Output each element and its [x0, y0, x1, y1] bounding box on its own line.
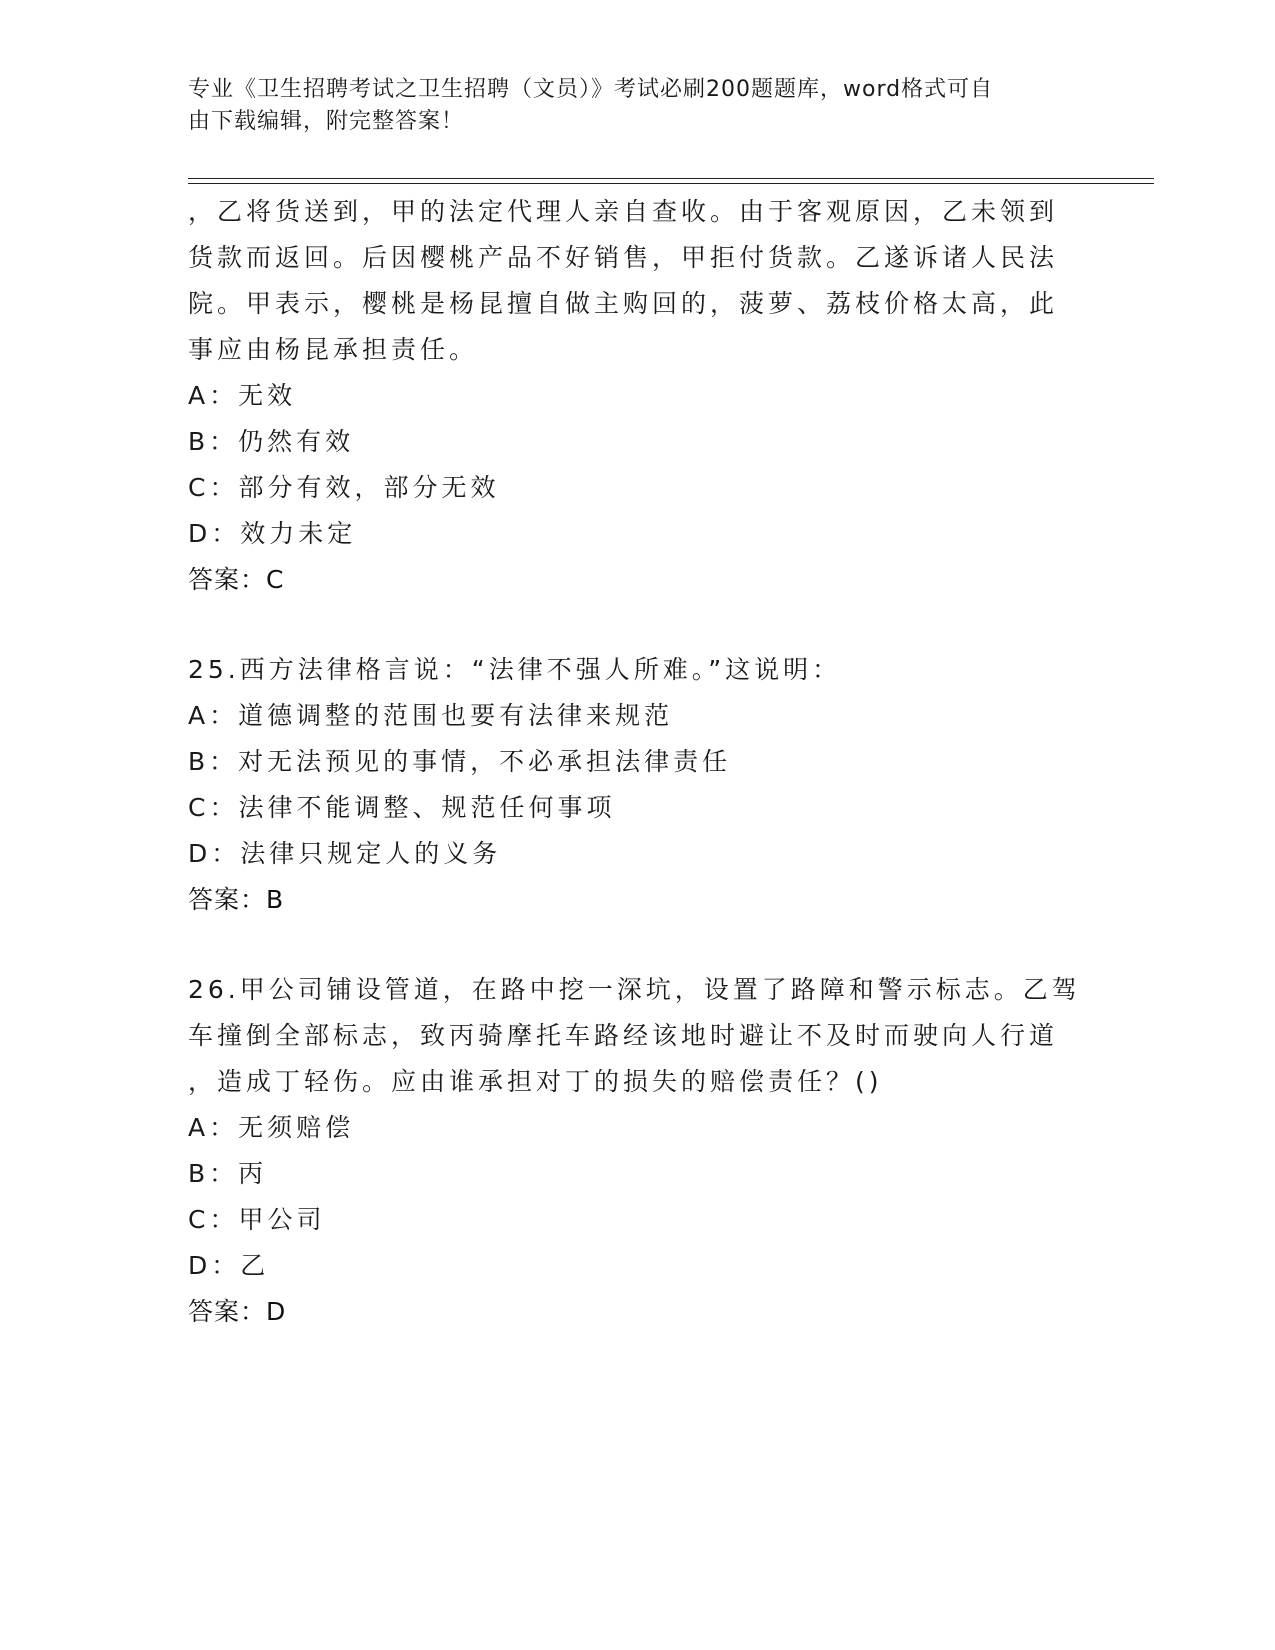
option-b: B：对无法预见的事情，不必承担法律责任 [188, 747, 732, 776]
question-stem-line: 货款而返回。后因樱桃产品不好销售，甲拒付货款。乙遂诉诸人民法 [188, 243, 1059, 272]
question-26 [188, 967, 1088, 1335]
question-stem-line: 25.西方法律格言说：“法律不强人所难。”这说明： [188, 655, 842, 684]
question-24 [188, 189, 1088, 603]
option-b: B：仍然有效 [188, 427, 355, 456]
header-line-1: 专业《卫生招聘考试之卫生招聘（文员）》考试必刷200题题库，word格式可自 [188, 77, 994, 102]
question-stem-line: 院。甲表示，樱桃是杨昆擅自做主购回的，菠萝、荔枝价格太高，此 [188, 289, 1059, 318]
question-stem-line: 车撞倒全部标志，致丙骑摩托车路经该地时避让不及时而驶向人行道 [188, 1021, 1059, 1050]
option-d: D：法律只规定人的义务 [188, 839, 502, 868]
header-line-2: 由下载编辑，附完整答案！ [188, 109, 465, 134]
option-d: D：乙 [188, 1251, 270, 1280]
option-c: C：甲公司 [188, 1205, 326, 1234]
document-header [188, 74, 1068, 138]
option-b: B：丙 [188, 1159, 268, 1188]
question-stem-line: ，造成丁轻伤。应由谁承担对丁的损失的赔偿责任？() [188, 1067, 883, 1096]
spacer [188, 603, 1088, 647]
spacer [188, 923, 1088, 967]
question-stem-line: 事应由杨昆承担责任。 [188, 335, 479, 364]
answer-label: 答案：C [188, 565, 285, 594]
question-stem-line: ，乙将货送到，甲的法定代理人亲自查收。由于客观原因，乙未领到 [188, 197, 1059, 226]
answer-label: 答案：B [188, 885, 285, 914]
answer-label: 答案：D [188, 1297, 287, 1326]
option-c: C：法律不能调整、规范任何事项 [188, 793, 616, 822]
header-divider-bottom [188, 183, 1154, 184]
option-c: C：部分有效，部分无效 [188, 473, 500, 502]
option-a: A：无效 [188, 381, 297, 410]
option-a: A：道德调整的范围也要有法律来规范 [188, 701, 674, 730]
option-d: D：效力未定 [188, 519, 357, 548]
option-a: A：无须赔偿 [188, 1113, 355, 1142]
question-25 [188, 647, 1088, 923]
question-content [188, 189, 1088, 1335]
question-stem-line: 26.甲公司铺设管道，在路中挖一深坑，设置了路障和警示标志。乙驾 [188, 975, 1081, 1004]
header-divider-top [188, 178, 1154, 179]
